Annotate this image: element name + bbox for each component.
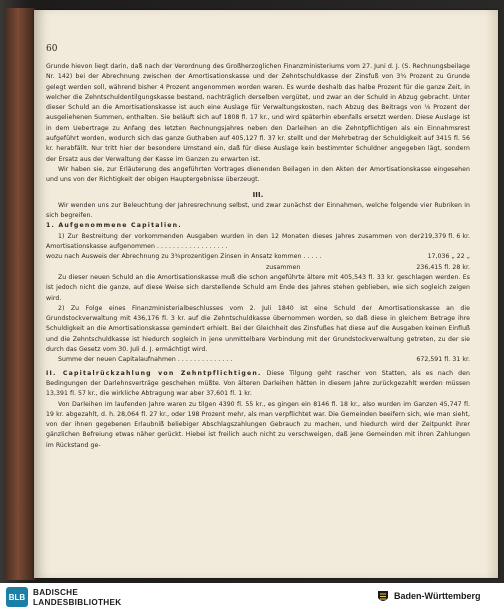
page-text-body	[46, 62, 470, 451]
paragraph-text: Diese Tilgung geht rascher von Statten, als es nach den Bedingungen der Darlehnsverträge geschehen müßte. Von älteren Darleihen hätten in diesem Jahre zurückgezahlt werden müssen 13,391 fl. 57 kr., die wirkliche Abtragung war aber 37,601 fl. 1 kr.	[46, 369, 470, 398]
ledger-amount: 219,379 fl. 6 kr.	[420, 232, 470, 240]
paragraph: Zu dieser neuen Schuld an die Amortisationskasse muß die schon angeführte ältere mit 405,543 fl. 33 kr. geschlagen werden. Es ist jedoch nicht die ganze, auf diese Weise sich darstellende Schuld am Ende des Jahres stehen geblieben, wie sich sogleich zeigen wird.	[46, 273, 470, 302]
state-name[interactable]: Baden-Württemberg	[394, 591, 481, 601]
subsection-heading: 1. Aufgenommene Capitalien.	[46, 222, 182, 230]
ledger-sum-row	[46, 263, 470, 273]
blb-logo-icon[interactable]: BLB	[6, 587, 28, 607]
book-spine	[6, 8, 36, 580]
library-name-line2: LANDESBIBLIOTHEK	[33, 597, 122, 607]
paragraph: Wir haben sie, zur Erläuterung des angeführten Vortrages dienenden Beilagen in den Akten der Amortisationskasse eingesehen und uns von der Richtigkeit der obigen Hauptergebnisse überzeugt.	[46, 165, 470, 184]
paragraph	[46, 369, 470, 400]
library-name-line1: BADISCHE	[33, 588, 79, 597]
page-edge-shadow	[486, 10, 498, 578]
subsection-heading: II. Capitalrückzahlung von Zehntpflichtigen.	[46, 369, 262, 377]
section-heading: III.	[252, 190, 264, 199]
ledger-sum-amount: 236,415 fl. 28 kr.	[416, 263, 470, 271]
footer-bar	[0, 583, 504, 610]
ledger-row	[46, 252, 470, 262]
paragraph: Von Darleihen im laufenden Jahre waren zu tilgen 4390 fl. 55 kr., es gingen ein 8146 fl. 18 kr., also wurden im Ganzen 45,747 fl. 19 kr. abgezahlt, d. h. 28,064 fl. 27 kr., oder 198 Prozent mehr, als man verpflichtet war. Die Gemeinden beeifern sich, wie man sieht, von der ihnen gegebenen Erlaubniß beliebiger Abschlagszahlungen Gebrauch zu machen, und hiedurch wird der Zeitpunkt ihrer gänzlichen Befreiung etwas näher gerückt. Hiebei ist freilich auch nicht zu verschweigen, daß jene Gemeinden mit ihren Zahlungen im Rückstand ge-	[46, 400, 470, 449]
page-number: 60	[46, 44, 58, 54]
ledger-label: wozu nach Ausweis der Abrechnung zu 3¾prozentigen Zinsen in Ansatz kommen . . . . .	[46, 253, 322, 261]
paragraph: 2) Zu Folge eines Finanzministerialbeschlusses vom 2. Juli 1840 ist eine Schuld der Amortisationskasse an die Grundstockverwaltung mit 436,176 fl. 3 kr. auf die Zehntschuldkasse übernommen worden, so daß diese in gleichem Betrage ihre Schuldigkeit an die Amortisationskasse gemindert erhielt. Bei der Gleichheit des Zinsfußes hat diese auf die Ausgaben keinen Einfluß und die Zehntschuldkasse ist hiedurch sogleich in jene unmittelbare Verbindung mit der Grundstockverwaltung getreten, zu der sie durch das Gesetz vom 30. Juli d. J. ermächtigt wird.	[46, 304, 470, 354]
baden-wuerttemberg-logo-icon[interactable]	[376, 589, 390, 605]
ledger-row	[46, 355, 470, 365]
paragraph: Wir wenden uns zur Beleuchtung der Jahresrechnung selbst, und zwar zunächst der Einnahmen, welche folgende vier Rubriken in sich begreifen.	[46, 201, 470, 220]
ledger-label: 1) Zur Bestreitung der vorkommenden Ausgaben wurden in den 12 Monaten dieses Jahres zusammen von der Amortisationskasse aufgenommen . . . . . . . . . . . . . . . . . .	[46, 232, 421, 251]
library-name[interactable]	[33, 588, 122, 607]
ledger-row	[46, 232, 470, 253]
ledger-amount: 672,591 fl. 31 kr.	[416, 356, 470, 364]
ledger-amount: 17,036 „ 22 „	[427, 253, 470, 261]
ledger-label: Summe der neuen Capitalaufnahmen . . . . . . . . . . . . . .	[58, 356, 233, 364]
paragraph: Grunde hievon liegt darin, daß nach der Verordnung des Großherzoglichen Finanzministeriums vom 27. Juni d. J. (S. Rechnungsbeilage Nr. 142) bei der Abrechnung zwischen der Amortisationskasse und der Zehntschuldkasse der Zinsfuß von 3¾ Prozent zu Grunde gelegt werden soll, während bisher 4 Prozent angenommen worden waren. Es wurde deshalb das halbe Prozent für die ganze Zeit, in welcher die Zehntschuldentilgungskasse bestand, nachträglich derselben vergütet, und zwar an der Schuld in Abzug gebracht. Unter dieser Schuld an die Amortisationskasse ist auch eine Auslage für Verwaltungskosten, nach Abzug des Beitrags von ⅛ Prozent der ausgeliehenen Summen, enthalten. Sie beläuft sich auf 1808 fl. 17 kr., und wird späterhin ebenfalls ersetzt werden. Diese Auslage ist in dem Uebertrage zu Anfang des letzten Rechnungsjahres neben den Darleihen an die Zehntpflichtigen als ein Einnahmsrest aufgeführt worden, wodurch sich das ganze Guthaben auf 405,127 fl. 37 kr. stellt und der Mehrbetrag der Schuldigkeit auf 3415 fl. 56 kr. herabfällt. Nur tritt hier der besondere Umstand ein, daß für diese Auslage kein bestimmter Schuldner angegeben lägt, sondern der Ersatz aus der Verwaltung der Kasse im Ganzen zu erwarten ist.	[46, 63, 470, 163]
ledger-sum-label: zusammen	[266, 263, 301, 271]
